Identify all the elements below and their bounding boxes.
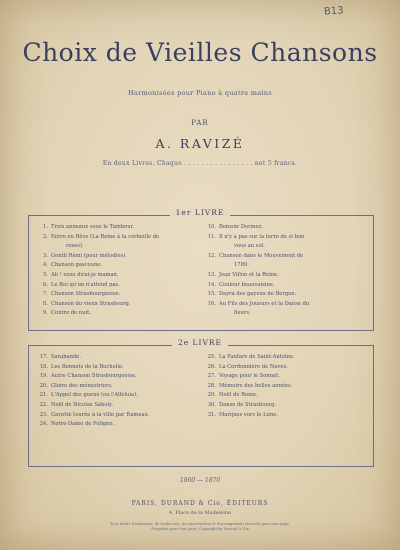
song-title: Jean Villon et la Reine.	[219, 271, 279, 278]
book-2-heading	[0, 338, 400, 347]
par-label: PAR	[191, 119, 209, 127]
song-number: 1.	[43, 224, 48, 230]
catalog-number: 1860 — 1870	[179, 477, 221, 484]
song-title: Chanson Strasbourgeoise.	[51, 291, 121, 298]
song-list-item	[219, 309, 369, 319]
song-title: 1789.	[234, 262, 249, 269]
song-title: Bonsoir Dormez.	[219, 224, 263, 230]
song-title: vous au sol.	[234, 243, 265, 250]
song-number: 28.	[207, 382, 216, 389]
song-title: Chanson du vieux Strasbourg.	[51, 300, 131, 307]
song-title: roses).	[66, 243, 84, 250]
song-title: Ah ! vous dirai-je maman.	[51, 271, 119, 278]
song-number: 8.	[43, 300, 48, 307]
song-title: La Fanfare de Saint-Antoine.	[219, 354, 295, 360]
publisher-address: 4, Place de la Madeleine	[168, 510, 232, 516]
song-title: Contre de nuit.	[51, 310, 91, 317]
book-1-heading	[0, 208, 400, 217]
song-title: Gloire des ménestriers.	[51, 382, 113, 389]
song-list-item	[204, 372, 369, 382]
song-number: 27.	[207, 373, 216, 380]
song-number: 10.	[207, 224, 216, 230]
song-list-item	[204, 353, 369, 363]
song-list-item	[36, 401, 196, 411]
song-list-item	[36, 281, 196, 291]
song-list-item	[204, 363, 369, 373]
song-list-item	[204, 401, 369, 411]
book-1-heading-text: 1er LIVRE	[170, 208, 231, 217]
song-list-item	[51, 242, 196, 252]
song-list-item	[36, 353, 196, 363]
song-list-item	[36, 372, 196, 382]
price-line: En deux Livres. Chaque . . . . . . . . . . . . . . . . net 5 francs.	[102, 160, 298, 167]
song-title: Gavotte tourée à la ville par Rameau.	[51, 411, 150, 418]
song-list-item	[204, 281, 369, 291]
song-list-item	[36, 300, 196, 310]
song-title: La Cordonnière de Naves.	[219, 363, 288, 370]
book-1-left-list	[36, 223, 196, 319]
song-list-item	[36, 391, 196, 401]
song-list-item	[204, 300, 369, 310]
song-title: Danse de Strasbourg.	[219, 401, 277, 408]
song-title: Chanson gascoune.	[51, 262, 103, 269]
shelfmark-annotation: B13	[324, 5, 345, 18]
song-title: Gentil Rémi (pour mélodies).	[51, 252, 127, 259]
song-list-item	[36, 233, 196, 243]
song-title: Notre-Dame de Foligno.	[51, 421, 115, 428]
song-title: fleurs.	[234, 310, 251, 317]
song-list-item	[36, 252, 196, 262]
song-number: 23.	[39, 411, 48, 418]
song-title: Mémoire des belles années.	[219, 382, 293, 389]
song-number: 9.	[43, 310, 48, 317]
song-title: Dayra des gayeux de Bergue.	[219, 291, 297, 298]
song-number: 15.	[207, 291, 216, 298]
rights-line-2: Propriété pour tous pays. Copyright by Durand & Cie	[151, 527, 249, 531]
song-number: 4.	[43, 262, 48, 269]
song-number: 21.	[39, 392, 48, 399]
subtitle: Harmonisées pour Piano à quatre mains	[128, 89, 272, 97]
song-list-item	[219, 261, 369, 271]
song-number: 3.	[43, 252, 48, 259]
song-number: 20.	[39, 382, 48, 389]
song-number: 17.	[39, 354, 48, 360]
song-number: 19.	[39, 373, 48, 380]
song-number: 5.	[43, 271, 48, 278]
song-number: 29.	[207, 392, 216, 399]
song-number: 7.	[43, 291, 48, 298]
song-list-item	[219, 242, 369, 252]
song-title: Couleur beauvaisine.	[219, 281, 275, 288]
song-list-item	[36, 363, 196, 373]
song-list-item	[36, 261, 196, 271]
song-number: 12.	[207, 252, 216, 259]
song-title: Entre en Rêve (La Reine à la corbeille de	[51, 233, 160, 240]
song-list-item	[204, 233, 369, 243]
song-number: 26.	[207, 363, 216, 370]
song-number: 14.	[207, 281, 216, 288]
song-list-item	[36, 309, 196, 319]
song-number: 2.	[43, 233, 48, 240]
song-title: Les Bonnets de la Rochelle.	[51, 363, 124, 370]
song-title: L'Appel des gueux (ou l'Alléluia).	[51, 392, 138, 399]
song-number: 11.	[207, 233, 216, 240]
rights-line-1: Tous droits d'exécution, de traduction, de reproduction et d'arrangement réservés pour tous pays.	[110, 522, 290, 526]
song-number: 13.	[207, 271, 216, 278]
song-title: Marques vers le Lune.	[219, 411, 278, 418]
song-list-item	[36, 420, 196, 430]
book-1-right-list	[204, 223, 369, 319]
song-list-item	[204, 290, 369, 300]
song-number: 24.	[39, 421, 48, 428]
song-number: 31.	[207, 411, 216, 418]
song-number: 6.	[43, 281, 48, 288]
publisher: PARIS, DURAND & Cie, ÉDITEURS	[131, 500, 269, 507]
song-number: 16.	[207, 300, 216, 307]
song-title: Sarabande.	[51, 354, 82, 360]
song-number: 25.	[207, 354, 216, 360]
book-2-left-list	[36, 353, 196, 430]
song-title: Il n'y a pas sur la terre de si bon	[219, 233, 305, 240]
song-title: Noël de Nicolas Saboly.	[51, 401, 114, 408]
song-list-item	[36, 382, 196, 392]
song-list-item	[204, 223, 369, 233]
book-2-heading-text: 2e LIVRE	[172, 338, 228, 347]
song-number: 22.	[39, 401, 48, 408]
song-title: Chanson dans le Mouvement de	[219, 252, 304, 259]
song-title: Au Fils des Joueurs et la Danse du	[219, 300, 310, 307]
song-list-item	[204, 271, 369, 281]
song-title: Autre Chanson Strasbourgeoise.	[51, 373, 137, 380]
song-title: Voyage pour le Sonnet.	[219, 373, 280, 380]
rights-notice	[0, 522, 400, 532]
song-number: 30.	[207, 401, 216, 408]
song-list-item	[204, 411, 369, 421]
author-name: A. RAVIZÉ	[155, 136, 245, 151]
page-title: Choix de Vieilles Chansons	[22, 38, 378, 67]
song-list-item	[36, 411, 196, 421]
song-list-item	[204, 252, 369, 262]
song-number: 18.	[39, 363, 48, 370]
song-title: Noël de Rome.	[219, 392, 258, 399]
song-list-item	[204, 391, 369, 401]
song-list-item	[36, 271, 196, 281]
book-2-right-list	[204, 353, 369, 420]
song-list-item	[204, 382, 369, 392]
song-title: Trois anneaux sous le Tambour.	[51, 224, 135, 230]
song-title: Le Roi qu'on n'attend pas.	[51, 281, 120, 288]
song-list-item	[36, 223, 196, 233]
song-list-item	[36, 290, 196, 300]
